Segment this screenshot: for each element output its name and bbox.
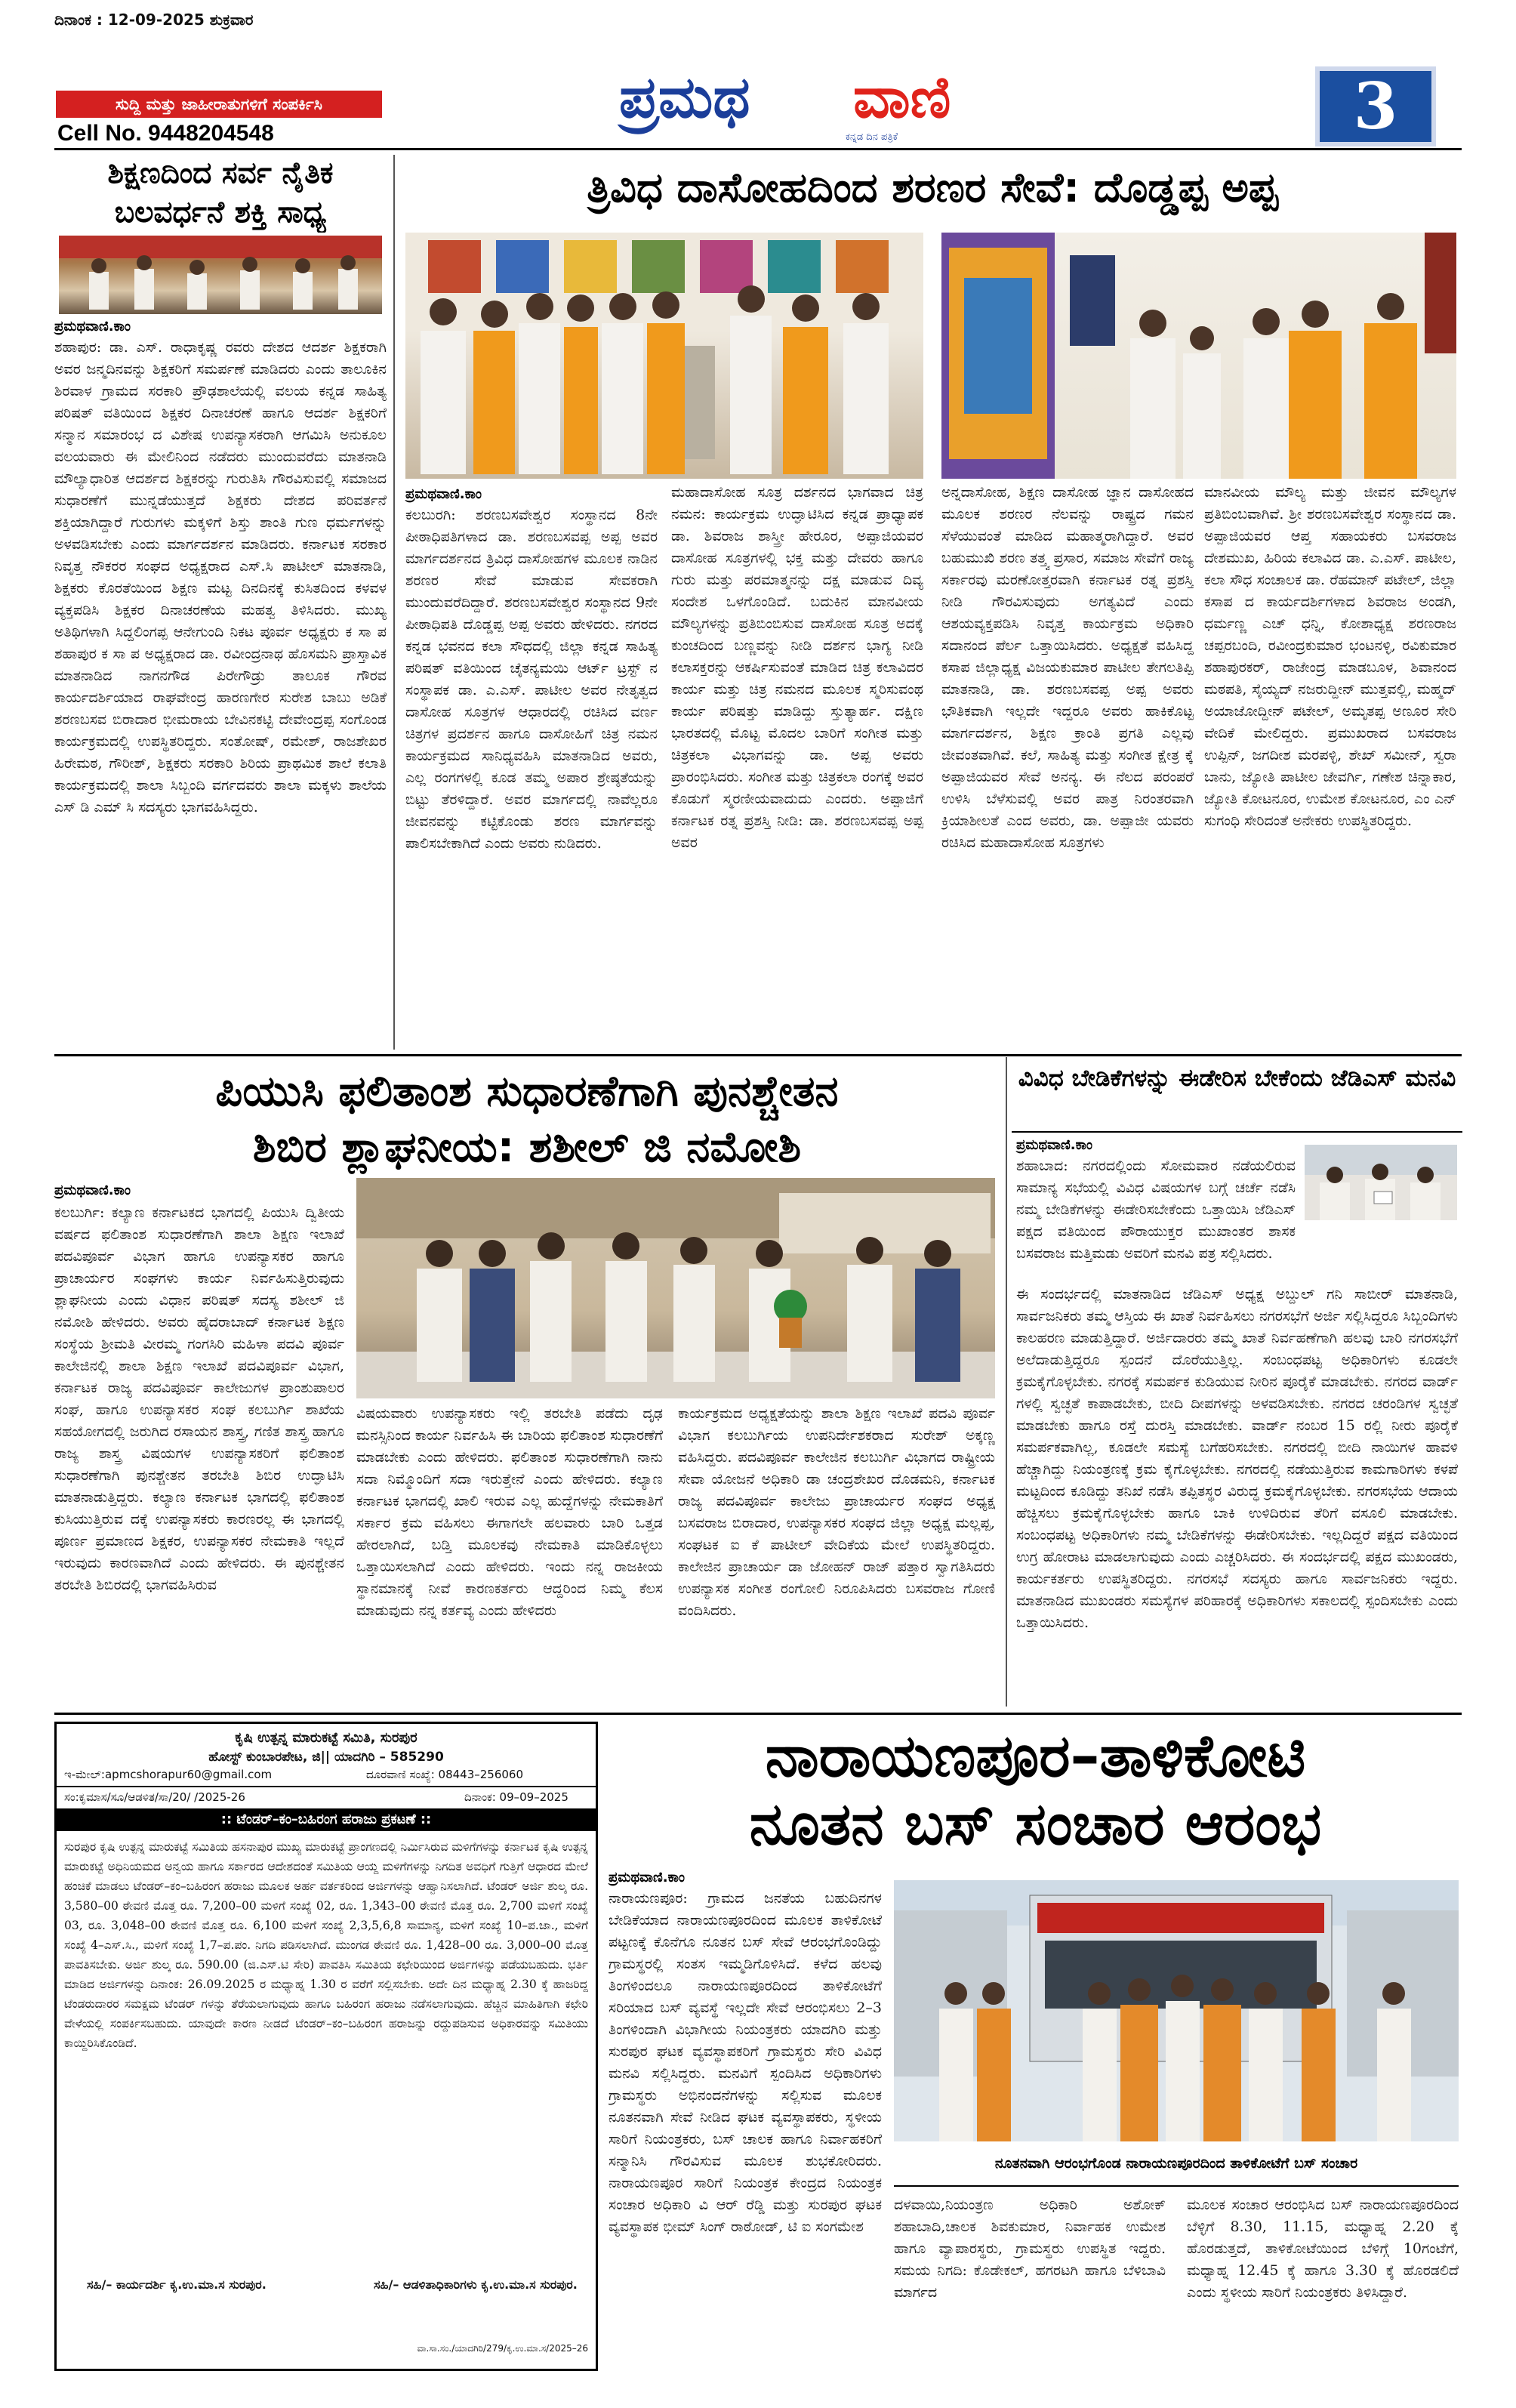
story1-body: ಶಹಾಪುರ: ಡಾ. ಎಸ್. ರಾಧಾಕೃಷ್ಣ ರವರು ದೇಶದ ಆದರ್ಶ ಶಿಕ್ಷಕರಾಗಿ ಅವರ ಜನ್ಮದಿನವನ್ನು ಶಿಕ್ಷಕರಿಗೆ ಸಮರ್ಪಣೆ ಮಾಡಿದರು ಎಂದು ತಾಲೂಕಿನ ಶಿರವಾಳ ಗ್ರಾಮದ ಸರಕಾರಿ ಪ್ರೌಢಶಾಲೆಯಲ್ಲಿ ವಲಯ ಕನ್ನಡ ಸಾಹಿತ್ಯ ಪರಿಷತ್ ವತಿಯಿಂದ ಶಿಕ್ಷಕರ ದಿನಾಚರಣೆ ಹಾಗೂ ಆದರ್ಶ ಶಿಕ್ಷಕರಿಗೆ ಸನ್ಮಾನ ಸಮಾರಂಭ ದ ವಿಶೇಷ ಉಪನ್ಯಾಸಕರಾಗಿ ಆಗಮಿಸಿ ಅನುಕೂಲ ವಲಯವಾರು ಈ ಮೇಲಿನಿಂದ ನಡೆದರು ಮುಂದುವರೆದು ಮಾತನಾಡಿ ಮೌಲ್ಯಾಧಾರಿತ ಆದರ್ಶದ ಶಿಕ್ಷಕರನ್ನು ಗುರುತಿಸಿ ಗೌರವಿಸುವಲ್ಲಿ ಸಮಾಜದ ಸುಧಾರಣೆಗೆ ಮುನ್ನಡೆಯುತ್ತದೆ ಶಿಕ್ಷಕರು ದೇಶದ ಪರಿವರ್ತನೆ ಶಕ್ತಿಯಾಗಿದ್ದಾರೆ ಗುರುಗಳು ಮಕ್ಕಳಿಗೆ ಶಿಸ್ತು ಶಾಂತಿ ಗುಣ ಧರ್ಮಗಳನ್ನು ಅಳವಡಿಸಬೇಕು ಎಂದು ಮಾರ್ಗದರ್ಶನ ಮಾಡಿದರು. ಕರ್ನಾಟಕ ಸರಕಾರ ನಿವೃತ್ತ ನೌಕರರ ಸಂಘದ ಅಧ್ಯಕ್ಷರಾದ ಎಸ್.ಸಿ ಪಾಟೀಲ್ ಮಾತನಾಡಿ, ಶಿಕ್ಷಕರು ಕೊರತೆಯಿಂದ ಶಿಕ್ಷಣ ಮಟ್ಟ ದಿನದಿನಕ್ಕೆ ಕುಸಿತದಿಂದ ಕಳವಳ ವ್ಯಕ್ತಪಡಿಸಿ ಶಿಕ್ಷಕರ ದಿನಾಚರಣೆಯ ಮಹತ್ವ ತಿಳಿಸಿದರು. ಮುಖ್ಯ ಅತಿಥಿಗಳಾಗಿ ಸಿದ್ದಲಿಂಗಪ್ಪ ಆನೇಗುಂದಿ ನಿಕಟ ಪೂರ್ವ ಅಧ್ಯಕ್ಷರು ಕ ಸಾ ಪ ಶಹಾಪುರ ಕ ಸಾ ಪ ಅಧ್ಯಕ್ಷರಾದ ಡಾ. ರವೀಂದ್ರನಾಥ ಹೊಸಮನಿ ಪ್ರಾಸ್ತಾವಿಕ ಮಾತನಾಡಿದ ನಾಗನಗೌಡ ಪಿರೇಗೌಡ್ರು ತಾಲೂಕ ಗೌರವ ಕಾರ್ಯದರ್ಶಿಯಾದ ರಾಘವೇಂದ್ರ ಹಾರಣಗೇರ ಸುರೇಶ ಬಾಬು ಅಡಿಕೆ ಶರಣಬಸವ ಬಿರಾದಾರ ಭೀಮರಾಯ ಬೇವಿನಕಟ್ಟಿ ದೇವೇಂದ್ರಪ್ಪ ಸಂಗೊಂಡ ಕಾರ್ಯಕ್ರಮದಲ್ಲಿ ಉಪಸ್ಥಿತರಿದ್ದರು. ಸಂತೋಷ್, ರಮೇಶ್, ರಾಜಶೇಖರ ಹಿರೇಮಠ, ಗೌರೀಶ್, ಶಿಕ್ಷಕರು ಸರಕಾರಿ ಶಿರಿಯ ಪ್ರಾಥಮಿಕ ಶಾಲೆ ಕಲಾತಿ ಕಾರ್ಯಕ್ರಮದಲ್ಲಿ ಶಾಲಾ ಸಿಬ್ಬಂದಿ ವರ್ಗದವರು ಶಾಲಾ ಮಕ್ಕಳು ಶಾಲೆಯ ಎಸ್ ಡಿ ಎಮ್ ಸಿ ಸದಸ್ಯರು ಭಾಗವಹಿಸಿದ್ದರು. <box>54 339 387 816</box>
story-puc-camp <box>54 1057 1000 1707</box>
cell-number: Cell No. 9448204548 <box>57 121 274 146</box>
story4-headline-rule <box>1012 1131 1462 1133</box>
story5-caption-rule <box>894 2185 1459 2187</box>
story2-headline: ತ್ರಿವಿಧ ದಾಸೋಹದಿಂದ ಶರಣರ ಸೇವೆ: ದೊಡ್ಡಪ್ಪ ಅಪ್ಪ <box>587 164 1278 211</box>
story2-col2: ಮಹಾದಾಸೋಹ ಸೂತ್ರ ದರ್ಶನದ ಭಾಗವಾದ ಚಿತ್ರ ನಮನ: ಕಾರ್ಯಕ್ರಮ ಉದ್ಘಾಟಿಸಿದ ಕನ್ನಡ ಪ್ರಾಧ್ಯಾಪಕ ಡಾ. ಶಿವರಾಜ ಶಾಸ್ತ್ರೀ ಹೇರೂರ, ಅಪ್ಪಾಜಿಯವರ ದಾಸೋಹ ಸೂತ್ರಗಳಲ್ಲಿ ಭಕ್ತ ಮತ್ತು ದೇವರು ಹಾಗೂ ಗುರು ಮತ್ತು ಪರಮಾತ್ಮನನ್ನು ದಕ್ಷ ಮಾಡುವ ದಿವ್ಯ ಸಂದೇಶ ಒಳಗೊಂಡಿದೆ. ಬದುಕಿನ ಮಾನವೀಯ ಮೌಲ್ಯಗಳನ್ನು ಪ್ರತಿಬಿಂಬಿಸುವ ದಾಸೋಹ ಸೂತ್ರ ಅದಕ್ಕೆ ಕುಂಚದಿಂದ ಬಣ್ಣವನ್ನು ನೀಡಿ ದರ್ಶನ ಭಾಗ್ಯ ನೀಡಿ ಕಲಾಸಕ್ತರನ್ನು ಆಕರ್ಷಿಸುವಂತೆ ಮಾಡಿದ ಚಿತ್ರ ಕಲಾವಿದರ ಕಾರ್ಯ ಮತ್ತು ಚಿತ್ರ ನಮನದ ಮೂಲಕ ಸ್ಮರಿಸುವಂಥ ಕಾರ್ಯ ಪರಿಷತ್ತು ಮಾಡಿದ್ದು ಸ್ತುತ್ಯಾರ್ಹ. ದಕ್ಷಿಣ ಭಾರತದಲ್ಲಿ ಮೊಟ್ಟ ಮೊದಲ ಬಾರಿಗೆ ಸಂಗೀತ ಮತ್ತು ಚಿತ್ರಕಲಾ ವಿಭಾಗವನ್ನು ಡಾ. ಅಪ್ಪ ಅವರು ಪ್ರಾರಂಭಿಸಿದರು. ಸಂಗೀತ ಮತ್ತು ಚಿತ್ರಕಲಾ ರಂಗಕ್ಕೆ ಅವರ ಕೊಡುಗೆ ಸ್ಮರಣೀಯವಾದುದು ಎಂದರು. ಅಪ್ಪಾಜಿಗೆ ಕರ್ನಾಟಕ ರತ್ನ ಪ್ರಶಸ್ತಿ ನೀಡಿ: ಡಾ. ಶರಣಬಸವಪ್ಪ ಅಪ್ಪ ಅವರ <box>671 484 923 851</box>
notice-title: :: ಟೆಂಡರ್–ಕಂ–ಬಹಿರಂಗ ಹರಾಜು ಪ್ರಕಟಣೆ :: <box>57 1808 596 1831</box>
story4-body: ಈ ಸಂದರ್ಭದಲ್ಲಿ ಮಾತನಾಡಿದ ಜೆಡಿಎಸ್ ಅಧ್ಯಕ್ಷ ಅಬ್ದುಲ್ ಗನಿ ಸಾಬೀರ್ ಮಾತನಾಡಿ, ಸಾರ್ವಜನಿಕರು ತಮ್ಮ ಆಸ್ತಿಯ ಈ ಖಾತೆ ನಿರ್ವಹಿಸಲು ನಗರಸಭೆಗೆ ಅರ್ಜಿ ಸಲ್ಲಿಸಿದ್ದರೂ ಸಿಬ್ಬಂದಿಗಳು ಕಾಲಹರಣ ಮಾಡುತ್ತಿದ್ದಾರೆ. ಅರ್ಜಿದಾರರು ತಮ್ಮ ಖಾತೆ ನಿರ್ವಹಣೆಗಾಗಿ ಹಲವು ಬಾರಿ ನಗರಸಭೆಗೆ ಅಲೆದಾಡುತ್ತಿದ್ದರೂ ಸ್ಪಂದನೆ ದೊರೆಯುತ್ತಿಲ್ಲ. ಸಂಬಂಧಪಟ್ಟ ಅಧಿಕಾರಿಗಳು ಕೂಡಲೇ ಕ್ರಮಕೈಗೊಳ್ಳಬೇಕು. ನಗರಕ್ಕೆ ಸಮರ್ಪಕ ಕುಡಿಯುವ ನೀರಿನ ಪೂರೈಕೆ ಮಾಡಬೇಕು. ನಗರದ ವಾರ್ಡ್ ಗಳಲ್ಲಿ ಸ್ವಚ್ಛತೆ ಕಾಪಾಡಬೇಕು, ಬೀದಿ ದೀಪಗಳನ್ನು ಅಳವಡಿಸಬೇಕು. ನಗರದ ಚರಂಡಿಗಳ ಸ್ವಚ್ಛತೆ ಮಾಡಬೇಕು ಹಾಗೂ ರಸ್ತೆ ದುರಸ್ತಿ ಮಾಡಬೇಕು. ವಾರ್ಡ್ ನಂಬರ 15 ರಲ್ಲಿ ನೀರು ಪೂರೈಕೆ ಸಮರ್ಪಕವಾಗಿಲ್ಲ, ಕೂಡಲೇ ಸಮಸ್ಯೆ ಬಗೆಹರಿಸಬೇಕು. ನಗರದಲ್ಲಿ ಬೀದಿ ನಾಯಿಗಳ ಹಾವಳಿ ಹೆಚ್ಚಾಗಿದ್ದು ನಿಯಂತ್ರಣಕ್ಕೆ ಕ್ರಮ ಕೈಗೊಳ್ಳಬೇಕು. ನಗರದಲ್ಲಿ ನಡೆಯುತ್ತಿರುವ ಕಾಮಗಾರಿಗಳು ಕಳಪೆ ಮಟ್ಟದಿಂದ ಕೂಡಿದ್ದು ತನಿಖೆ ನಡೆಸಿ ತಪ್ಪಿತಸ್ಥರ ವಿರುದ್ಧ ಕ್ರಮಕೈಗೊಳ್ಳಬೇಕು. ನಗರಸಭೆಯ ಆದಾಯ ಹೆಚ್ಚಿಸಲು ಕ್ರಮಕೈಗೊಳ್ಳಬೇಕು ಹಾಗೂ ಬಾಕಿ ಉಳಿದಿರುವ ತೆರಿಗೆ ವಸೂಲಿ ಮಾಡಬೇಕು. ಸಂಬಂಧಪಟ್ಟ ಅಧಿಕಾರಿಗಳು ನಮ್ಮ ಬೇಡಿಕೆಗಳನ್ನು ಈಡೇರಿಸಬೇಕು. ಇಲ್ಲದಿದ್ದರೆ ಪಕ್ಷದ ವತಿಯಿಂದ ಉಗ್ರ ಹೋರಾಟ ಮಾಡಲಾಗುವುದು ಎಂದು ಎಚ್ಚರಿಸಿದರು. ಈ ಸಂದರ್ಭದಲ್ಲಿ ಪಕ್ಷದ ಮುಖಂಡರು, ಕಾರ್ಯಕರ್ತರು ಉಪಸ್ಥಿತರಿದ್ದರು. ನಗರಸಭೆ ಸದಸ್ಯರು ಹಾಗೂ ಸಾರ್ವಜನಿಕರು ಇದ್ದರು. ಮಾತನಾಡಿದ ಮುಖಂಡರು ಸಮಸ್ಯೆಗಳ ಪರಿಹಾರಕ್ಕೆ ಅಧಿಕಾರಿಗಳು ಸಕಾಲದಲ್ಲಿ ಸ್ಪಂದಿಸಬೇಕು ಎಂದು ಒತ್ತಾಯಿಸಿದರು. <box>1016 1286 1458 1631</box>
column-rule-2 <box>1006 1057 1007 1707</box>
story2-col4: ಮಾನವೀಯ ಮೌಲ್ಯ ಮತ್ತು ಜೀವನ ಮೌಲ್ಯಗಳ ಪ್ರತಿಬಿಂಬವಾಗಿವೆ. ಶ್ರೀ ಶರಣಬಸವೇಶ್ವರ ಸಂಸ್ಥಾನದ ಡಾ. ಅಪ್ಪಾಜಿಯವರ ಆಪ್ತ ಸಹಾಯಕರು ಬಸವರಾಜ ದೇಶಮುಖ, ಹಿರಿಯ ಕಲಾವಿದ ಡಾ. ಎ.ಎಸ್. ಪಾಟೀಲ, ಕಲಾ ಸೌಧ ಸಂಚಾಲಕ ಡಾ. ರೆಹಮಾನ್ ಪಟೇಲ್, ಜಿಲ್ಲಾ ಕಸಾಪ ದ ಕಾರ್ಯದರ್ಶಿಗಳಾದ ಶಿವರಾಜ ಅಂಡಗಿ, ಧರ್ಮಣ್ಣ ಎಚ್ ಧನ್ನಿ, ಕೋಶಾಧ್ಯಕ್ಷ ಶರಣರಾಜ ಚಪ್ಪರಬಂದಿ, ರವೀಂದ್ರಕುಮಾರ ಭಂಟನಳ್ಳಿ, ರವಿಕುಮಾರ ಶಹಾಪುರಕರ್, ರಾಜೇಂದ್ರ ಮಾಡಬೂಳ, ಶಿವಾನಂದ ಮಠಪತಿ, ಸೈಯ್ಯದ್ ನಜರುದ್ದೀನ್ ಮುತ್ತವಲ್ಲಿ, ಮಹ್ಮದ್ ಅಯಾಜೋದ್ದೀನ್ ಪಟೇಲ್, ಅಮೃತಪ್ಪ ಅಣೂರ ಸೇರಿ ವೇದಿಕೆ ಮೇಲಿದ್ದರು. ಪ್ರಮುಖರಾದ ಬಸವರಾಜ ಉಪ್ಪಿನ್, ಜಗದೀಶ ಮರಪಳ್ಳಿ, ಶೇಖ್ ಸಮೀನ್, ಸ್ವರಾ ಬಾನು, ಜ್ಯೋತಿ ಪಾಟೀಲ ಜೇವರ್ಗಿ, ಗಣೇಶ ಚಿನ್ನಾಕಾರ, ಜ್ಯೋತಿ ಕೋಟನೂರ, ಉಮೇಶ ಕೋಟನೂರ, ಎಂ ಎನ್ ಸುಗಂಧಿ ಸೇರಿದಂತೆ ಅನೇಕರು ಉಪಸ್ಥಿತರಿದ್ದರು. <box>1204 484 1456 829</box>
logo-part-1: ಪ್ರಮಥ <box>619 63 750 131</box>
notice-sign-right: ಸಹಿ/– ಆಡಳಿತಾಧಿಕಾರಿಗಳು ಕೃ.ಉ.ಮಾ.ಸ ಸುರಪುರ. <box>374 2277 578 2292</box>
notice-address: ಹೋಸ್ಟ್ ಕುಂಬಾರಪೇಟ, ಜಿ|| ಯಾದಗಿರಿ – 585290 <box>208 1750 444 1765</box>
contact-banner: ಸುದ್ದಿ ಮತ್ತು ಜಾಹೀರಾತುಗಳಿಗೆ ಸಂಪರ್ಕಿಸಿ <box>56 91 382 118</box>
story2-photo-right-scene <box>941 233 1456 479</box>
story5-photo <box>894 1880 1459 2141</box>
story-dasoha <box>402 151 1462 1053</box>
story-bus-service <box>609 1719 1462 2383</box>
story5-photo-caption: ನೂತನವಾಗಿ ಆರಂಭಗೊಂಡ ನಾರಾಯಣಪೂರದಿಂದ ತಾಳಿಕೋಟೆಗೆ ಬಸ್ ಸಂಚಾರ <box>994 2155 1358 2172</box>
story2-photo-left <box>405 233 923 479</box>
section-rule-1 <box>54 1054 1462 1056</box>
story3-photo <box>356 1178 995 1398</box>
notice-ref-number: ಸಂ:ಕೃಮಾಸ/ಸೂ/ಆಡಳಿತ/ಸಾ/20/ /2025-26 <box>64 1790 245 1804</box>
logo-tagline: ಕನ್ನಡ ದಿನ ಪತ್ರಿಕೆ <box>846 131 898 143</box>
story1-byline: ಪ್ರಮಥವಾಣಿ.ಕಾಂ <box>54 319 131 335</box>
notice-email: ಇ-ಮೇಲ್:apmcshorapur60@gmail.com <box>64 1768 273 1781</box>
date-line: ದಿನಾಂಕ : 12-09-2025 ಶುಕ್ರವಾರ <box>54 11 254 29</box>
story1-photo <box>59 236 382 314</box>
story4-photo-scene <box>1305 1145 1457 1220</box>
story4-intro: ಶಹಾಬಾದ: ನಗರದಲ್ಲಿಂದು ಸೋಮವಾರ ನಡೆಯಲಿರುವ ಸಾಮಾನ್ಯ ಸಭೆಯಲ್ಲಿ ವಿವಿಧ ವಿಷಯಗಳ ಬಗ್ಗೆ ಚರ್ಚೆ ನಡೆಸಿ ನಮ್ಮ ಬೇಡಿಕೆಗಳನ್ನು ಈಡೇರಿಸಬೇಕೆಂದು ಒತ್ತಾಯಿಸಿ ಜೆಡಿಎಸ್ ಪಕ್ಷದ ವತಿಯಿಂದ ಪೌರಾಯುಕ್ತರ ಮುಖಾಂತರ ಶಾಸಕ ಬಸವರಾಜ ಮತ್ತಿಮಡು ಅವರಿಗೆ ಮನವಿ ಪತ್ರ ಸಲ್ಲಿಸಿದರು. <box>1016 1158 1296 1262</box>
story4-photo <box>1305 1145 1457 1220</box>
story3-headline-line2: ಶಿಬಿರ ಶ್ಲಾಘನೀಯ: ಶಶೀಲ್ ಜಿ ನಮೋಶಿ <box>252 1123 802 1172</box>
notice-rule-1 <box>57 1786 596 1787</box>
story3-headline-line1: ಪಿಯುಸಿ ಫಲಿತಾಂಶ ಸುಧಾರಣೆಗಾಗಿ ಪುನಶ್ಚೇತನ <box>215 1067 839 1116</box>
story4-byline: ಪ್ರಮಥವಾಣಿ.ಕಾಂ <box>1016 1137 1092 1153</box>
story2-col3: ಅನ್ನದಾಸೋಹ, ಶಿಕ್ಷಣ ದಾಸೋಹ ಜ್ಞಾನ ದಾಸೋಹದ ಮೂಲಕ ಶರಣರ ನೆಲವನ್ನು ರಾಷ್ಟ್ರದ ಗಮನ ಸೆಳೆಯುವಂತೆ ಮಾಡಿದ ಮಹಾತ್ಮರಾಗಿದ್ದಾರೆ. ಅವರ ಬಹುಮುಖಿ ಶರಣ ತತ್ತ್ವ ಪ್ರಸಾರ, ಸಮಾಜ ಸೇವೆಗೆ ರಾಜ್ಯ ಸರ್ಕಾರವು ಮರಣೋತ್ತರವಾಗಿ ಕರ್ನಾಟಕ ರತ್ನ ಪ್ರಶಸ್ತಿ ನೀಡಿ ಗೌರವಿಸುವುದು ಅಗತ್ಯವಿದೆ ಎಂದು ಆಶಯವ್ಯಕ್ತಪಡಿಸಿ ನಿವೃತ್ತ ಕಾರ್ಯಕ್ರಮ ಅಧಿಕಾರಿ ಸದಾನಂದ ಪೆರ್ಲ ಒತ್ತಾಯಿಸಿದರು. ಅಧ್ಯಕ್ಷತೆ ವಹಿಸಿದ್ದ ಕಸಾಪ ಜಿಲ್ಲಾಧ್ಯಕ್ಷ ವಿಜಯಕುಮಾರ ಪಾಟೀಲ ತೇಗಲತಿಪ್ಪಿ ಮಾತನಾಡಿ, ಡಾ. ಶರಣಬಸವಪ್ಪ ಅಪ್ಪ ಅವರು ಭೌತಿಕವಾಗಿ ಇಲ್ಲದೇ ಇದ್ದರೂ ಅವರು ಹಾಕಿಕೊಟ್ಟ ಮಾರ್ಗದರ್ಶನ, ಶಿಕ್ಷಣ ಕ್ರಾಂತಿ ಪ್ರಗತಿ ಎಲ್ಲವು ಜೀವಂತವಾಗಿವೆ. ಕಲೆ, ಸಾಹಿತ್ಯ ಮತ್ತು ಸಂಗೀತ ಕ್ಷೇತ್ರ ಕ್ಕೆ ಅಪ್ಪಾಜಿಯವರ ಸೇವೆ ಅನನ್ಯ. ಈ ನೆಲದ ಪರಂಪರೆ ಉಳಿಸಿ ಬೆಳೆಸುವಲ್ಲಿ ಅವರ ಪಾತ್ರ ನಿರಂತರವಾಗಿ ಕ್ರಿಯಾಶೀಲತೆ ಎಂದ ಅವರು, ಡಾ. ಅಪ್ಪಾಜೀ ಯವರು ರಚಿಸಿದ ಮಹಾದಾಸೋಹ ಸೂತ್ರಗಳು <box>941 484 1194 851</box>
story5-col2: ದಳವಾಯಿ,ನಿಯಂತ್ರಣ ಅಧಿಕಾರಿ ಅಶೋಕ್ ಶಹಾಬಾದಿ,ಚಾಲಕ ಶಿವಕುಮಾರ, ನಿರ್ವಾಹಕ ಉಮೇಶ ಹಾಗೂ ವ್ಯಾಪಾರಸ್ಥರು, ಗ್ರಾಮಸ್ಥರು ಉಪಸ್ಥಿತ ಇದ್ದರು. ಸಮಯ ನಿಗದಿ: ಕೊಡೇಕಲ್, ಹಗರಟಗಿ ಹಾಗೂ ಬೆಳಿಬಾವಿ ಮಾರ್ಗದ <box>894 2197 1166 2301</box>
page-number: 3 <box>1353 69 1398 143</box>
masthead-rule <box>54 148 1462 150</box>
story2-photo-left-scene <box>405 233 923 479</box>
section-rule-2 <box>54 1713 1462 1715</box>
story5-headline-line2: ನೂತನ ಬಸ್ ಸಂಚಾರ ಆರಂಭ <box>749 1790 1322 1858</box>
story1-photo-people <box>59 236 382 314</box>
notice-sign-left: ಸಹಿ/– ಕಾರ್ಯದರ್ಶಿ ಕೃ.ಉ.ಮಾ.ಸ ಸುರಪುರ. <box>87 2277 267 2292</box>
masthead <box>0 0 1516 147</box>
story-teachers-day <box>54 151 387 1053</box>
story2-col1: ಕಲಬುರಗಿ: ಶರಣಬಸವೇಶ್ವರ ಸಂಸ್ಥಾನದ 8ನೇ ಪೀಠಾಧಿಪತಿಗಳಾದ ಡಾ. ಶರಣಬಸವಪ್ಪ ಅಪ್ಪ ಅವರ ಮಾರ್ಗದರ್ಶನದ ತ್ರಿವಿಧ ದಾಸೋಹಗಳ ಮೂಲಕ ನಾಡಿನ ಶರಣರ ಸೇವೆ ಮಾಡುವ ಸೇವಕರಾಗಿ ಮುಂದುವರೆದಿದ್ದಾರೆ. ಶರಣಬಸವೇಶ್ವರ ಸಂಸ್ಥಾನದ 9ನೇ ಪೀಠಾಧಿಪತಿ ದೊಡ್ಡಪ್ಪ ಅಪ್ಪ ಅವರು ಹೇಳಿದರು. ನಗರದ ಕನ್ನಡ ಭವನದ ಕಲಾ ಸೌಧದಲ್ಲಿ ಜಿಲ್ಲಾ ಕನ್ನಡ ಸಾಹಿತ್ಯ ಪರಿಷತ್ ವತಿಯಿಂದ ಚೈತನ್ಯಮಯಿ ಆರ್ಟ್ ಟ್ರಸ್ಟ್ ನ ಸಂಸ್ಥಾಪಕ ಡಾ. ಎ.ಎಸ್. ಪಾಟೀಲ ಅವರ ನೇತೃತ್ವದ ದಾಸೋಹ ಸೂತ್ರಗಳ ಆಧಾರದಲ್ಲಿ ರಚಿಸಿದ ವರ್ಣ ಚಿತ್ರಗಳ ಪ್ರದರ್ಶನ ಹಾಗೂ ದಾಸೋಹಿಗೆ ಚಿತ್ರ ನಮನ ಕಾರ್ಯಕ್ರಮದ ಸಾನಿಧ್ಯವಹಿಸಿ ಮಾತನಾಡಿದ ಅವರು, ಎಲ್ಲ ರಂಗಗಳಲ್ಲಿ ಕೂಡ ತಮ್ಮ ಅಪಾರ ಶ್ರೇಷ್ಠತೆಯನ್ನು ಬಿಟ್ಟು ತೆರಳಿದ್ದಾರೆ. ಅವರ ಮಾರ್ಗದಲ್ಲಿ ನಾವೆಲ್ಲರೂ ಜೀವನವನ್ನು ಕಟ್ಟಿಕೊಂಡು ಶರಣ ಮಾರ್ಗವನ್ನು ಪಾಲಿಸಬೇಕಾಗಿದೆ ಎಂದು ಅವರು ನುಡಿದರು. <box>405 507 658 852</box>
notice-org-name: ಕೃಷಿ ಉತ್ಪನ್ನ ಮಾರುಕಟ್ಟೆ ಸಮಿತಿ, ಸುರಪುರ <box>235 1730 418 1746</box>
story4-headline: ವಿವಿಧ ಬೇಡಿಕೆಗಳನ್ನು ಈಡೇರಿಸ ಬೇಕೆಂದು ಜೆಡಿಎಸ್ ಮನವಿ <box>1018 1065 1456 1092</box>
story5-byline: ಪ್ರಮಥವಾಣಿ.ಕಾಂ <box>609 1870 685 1885</box>
notice-phone: ದೂರವಾಣಿ ಸಂಖ್ಯೆ: 08443–256060 <box>366 1768 524 1781</box>
story3-photo-scene <box>356 1178 995 1398</box>
notice-footer-ref: ವಾ.ಸಾ.ಸಂ./ಯಾದಗಿರಿ/279/ಕೃ.ಉ.ಮಾ.ಸ/2025–26 <box>417 2343 588 2354</box>
notice-body: ಸುರಪುರ ಕೃಷಿ ಉತ್ಪನ್ನ ಮಾರುಕಟ್ಟೆ ಸಮಿತಿಯ ಹಸನಾಪುರ ಮುಖ್ಯ ಮಾರುಕಟ್ಟೆ ಪ್ರಾಂಗಣದಲ್ಲಿ ನಿರ್ಮಿಸಿರುವ ಮಳಿಗೆಗಳನ್ನು ಕರ್ನಾಟಕ ಕೃಷಿ ಉತ್ಪನ್ನ ಮಾರುಕಟ್ಟೆ ಅಧಿನಿಯಮದ ಅನ್ವಯ ಹಾಗೂ ಸರ್ಕಾರದ ಆದೇಶದಂತೆ ಸಮಿತಿಯ ಆಯ್ದ ಮಳಿಗೆಗಳನ್ನು ನಿಗದಿತ ಅವಧಿಗೆ ಗುತ್ತಿಗೆ ಆಧಾರದ ಮೇಲೆ ಹಂಚಿಕೆ ಮಾಡಲು ಟೆಂಡರ್–ಕಂ–ಬಹಿರಂಗ ಹರಾಜು ಮೂಲಕ ಅರ್ಹ ವರ್ತಕರಿಂದ ಅರ್ಜಿಗಳನ್ನು ಆಹ್ವಾನಿಸಲಾಗಿದೆ. ಟೆಂಡರ್ ಅರ್ಜಿ ಶುಲ್ಕ ರೂ. 3,580–00 ಠೇವಣಿ ಮೊತ್ತ ರೂ. 7,200–00 ಮಳಿಗೆ ಸಂಖ್ಯೆ 02, ರೂ. 1,343–00 ಠೇವಣಿ ಮೊತ್ತ ರೂ. 2,700 ಮಳಿಗೆ ಸಂಖ್ಯೆ 03, ರೂ. 3,048–00 ಠೇವಣಿ ಮೊತ್ತ ರೂ. 6,100 ಮಳಿಗೆ ಸಂಖ್ಯೆ 2,3,5,6,8 ಸಾಮಾನ್ಯ, ಮಳಿಗೆ ಸಂಖ್ಯೆ 10–ಪ.ಜಾ., ಮಳಿಗೆ ಸಂಖ್ಯೆ 4–ಎಸ್.ಸಿ., ಮಳಿಗೆ ಸಂಖ್ಯೆ 1,7–ಪ.ಪಂ. ನಿಗದಿ ಪಡಿಸಲಾಗಿದೆ. ಮುಂಗಡ ಠೇವಣಿ ರೂ. 1,428–00 ರೂ. 3,000–00 ಮೊತ್ತ ಪಾವತಿಸಬೇಕು. ಅರ್ಜಿ ಶುಲ್ಕ ರೂ. 590.00 (ಜಿ.ಎಸ್.ಟಿ ಸೇರಿ) ಪಾವತಿಸಿ ಸಮಿತಿಯ ಕಛೇರಿಯಿಂದ ಅರ್ಜಿಗಳನ್ನು ಪಡೆಯಬಹುದು. ಭರ್ತಿ ಮಾಡಿದ ಅರ್ಜಿಗಳನ್ನು ದಿನಾಂಕ: 26.09.2025 ರ ಮಧ್ಯಾಹ್ನ 1.30 ರ ವರೆಗೆ ಸಲ್ಲಿಸಬೇಕು. ಅದೇ ದಿನ ಮಧ್ಯಾಹ್ನ 2.30 ಕ್ಕೆ ಹಾಜರಿದ್ದ ಟೆಂಡರುದಾರರ ಸಮಕ್ಷಮ ಟೆಂಡರ್ ಗಳನ್ನು ತೆರೆಯಲಾಗುವುದು ಹಾಗೂ ಬಹಿರಂಗ ಹರಾಜು ನಡೆಸಲಾಗುವುದು. ಹೆಚ್ಚಿನ ಮಾಹಿತಿಗಾಗಿ ಕಛೇರಿ ವೇಳೆಯಲ್ಲಿ ಸಂಪರ್ಕಿಸಬಹುದು. ಯಾವುದೇ ಕಾರಣ ನೀಡದೆ ಟೆಂಡರ್–ಕಂ–ಬಹಿರಂಗ ಹರಾಜನ್ನು ರದ್ದುಪಡಿಸುವ ಅಧಿಕಾರವನ್ನು ಸಮಿತಿಯು ಕಾಯ್ದಿರಿಸಿಕೊಂಡಿದೆ. <box>64 1840 588 2050</box>
story3-col3: ಕಾರ್ಯಕ್ರಮದ ಅಧ್ಯಕ್ಷತೆಯನ್ನು ಶಾಲಾ ಶಿಕ್ಷಣ ಇಲಾಖೆ ಪದವಿ ಪೂರ್ವ ವಿಭಾಗ ಕಲಬುರ್ಗಿಯ ಉಪನಿರ್ದೇಶಕರಾದ ಸುರೇಶ್ ಅಕ್ಕಣ್ಣ ವಹಿಸಿದ್ದರು. ಪದವಿಪೂರ್ವ ಕಾಲೇಜಿನ ಕಲಬುರ್ಗಿ ವಿಭಾಗದ ರಾಷ್ಟ್ರೀಯ ಸೇವಾ ಯೋಜನೆ ಅಧಿಕಾರಿ ಡಾ ಚಂದ್ರಶೇಖರ ದೊಡಮನಿ, ಕರ್ನಾಟಕ ರಾಜ್ಯ ಪದವಿಪೂರ್ವ ಕಾಲೇಜು ಪ್ರಾಚಾರ್ಯರ ಸಂಘದ ಅಧ್ಯಕ್ಷ ಬಸವರಾಜ ಬಿರಾದಾರ, ಉಪನ್ಯಾಸಕರ ಸಂಘದ ಜಿಲ್ಲಾ ಅಧ್ಯಕ್ಷ ಮಲ್ಲಪ್ಪ, ಸಂಘಟಕ ಐ ಕೆ ಪಾಟೀಲ್ ವೇದಿಕೆಯ ಮೇಲೆ ಉಪಸ್ಥಿತರಿದ್ದರು. ಕಾಲೇಜಿನ ಪ್ರಾಚಾರ್ಯ ಡಾ ಜೋಹನ್ ರಾಜ್ ಪತ್ತಾರ ಸ್ವಾಗತಿಸಿದರು ಉಪನ್ಯಾಸಕ ಸಂಗೀತ ರಂಗೋಲಿ ನಿರೂಪಿಸಿದರು ಬಸವರಾಜ ಗೋಣಿ ವಂದಿಸಿದರು. <box>678 1405 995 1619</box>
logo-part-2: ವಾಣಿ <box>853 63 951 131</box>
notice-date: ದಿನಾಂಕ: 09–09–2025 <box>464 1790 568 1804</box>
story1-headline: ಶಿಕ್ಷಣದಿಂದ ಸರ್ವ ನೈತಿಕ ಬಲವರ್ಧನೆ ಶಕ್ತಿ ಸಾಧ್ಯ <box>107 156 334 230</box>
story-jds-memo <box>1012 1057 1462 1707</box>
masthead-logo <box>619 63 1027 146</box>
story2-byline: ಪ್ರಮಥವಾಣಿ.ಕಾಂ <box>405 486 482 502</box>
page-number-box <box>1315 66 1436 146</box>
column-rule-1 <box>393 155 395 1050</box>
story5-col3: ಮೂಲಕ ಸಂಚಾರ ಆರಂಭಿಸಿದ ಬಸ್ ನಾರಾಯಣಪೂರದಿಂದ ಬೆಳ್ಳಿಗೆ 8.30, 11.15, ಮಧ್ಯಾಹ್ನ 2.20 ಕ್ಕೆ ಹೊರಡುತ್ತದೆ, ತಾಳಿಕೋಟೆಯಿಂದ ಬೆಳಿಗ್ಗೆ 10ಗಂಟೆಗೆ, ಮಧ್ಯಾಹ್ನ 12.45 ಕ್ಕೆ ಹಾಗೂ 3.30 ಕ್ಕೆ ಹೊರಡಲಿದೆ ಎಂದು ಸ್ಥಳೀಯ ಸಾರಿಗೆ ನಿಯಂತ್ರಕರು ತಿಳಿಸಿದ್ದಾರೆ. <box>1187 2197 1459 2301</box>
story2-photo-right <box>941 233 1456 479</box>
story5-photo-scene <box>894 1880 1459 2141</box>
story5-intro: ನಾರಾಯಣಪೂರ: ಗ್ರಾಮದ ಜನತೆಯ ಬಹುದಿನಗಳ ಬೇಡಿಕೆಯಾದ ನಾರಾಯಣಪೂರದಿಂದ ಮೂಲಕ ತಾಳಿಕೋಟೆ ಪಟ್ಟಣಕ್ಕೆ ಕೊನೆಗೂ ನೂತನ ಬಸ್ ಸೇವೆ ಆರಂಭಗೊಂಡಿದ್ದು ಗ್ರಾಮಸ್ಥರಲ್ಲಿ ಸಂತಸ ಇಮ್ಮಡಿಗೊಳಿಸಿದೆ. ಕಳೆದ ಹಲವು ತಿಂಗಳಿಂದಲೂ ನಾರಾಯಣಪೂರದಿಂದ ತಾಳಿಕೋಟೆಗೆ ಸರಿಯಾದ ಬಸ್ ವ್ಯವಸ್ಥೆ ಇಲ್ಲದೇ ಸೇವೆ ಆರಂಭಿಸಲು 2–3 ತಿಂಗಳಿಂದಾಗಿ ವಿಭಾಗೀಯ ನಿಯಂತ್ರಕರು ಯಾದಗಿರಿ ಮತ್ತು ಸುರಪುರ ಘಟಕ ವ್ಯವಸ್ಥಾಪಕರಿಗೆ ಗ್ರಾಮಸ್ಥರು ಸೇರಿ ವಿವಿಧ ಮನವಿ ಸಲ್ಲಿಸಿದ್ದರು. ಮನವಿಗೆ ಸ್ಪಂದಿಸಿದ ಅಧಿಕಾರಿಗಳು ಗ್ರಾಮಸ್ಥರು ಅಭಿನಂದನೆಗಳನ್ನು ಸಲ್ಲಿಸುವ ಮೂಲಕ ನೂತನವಾಗಿ ಸೇವೆ ನೀಡಿದ ಘಟಕ ವ್ಯವಸ್ಥಾಪಕರು, ಸ್ಥಳೀಯ ಸಾರಿಗೆ ನಿಯಂತ್ರಕರು, ಬಸ್ ಚಾಲಕ ಹಾಗೂ ನಿರ್ವಾಹಕರಿಗೆ ಸನ್ಮಾನಿಸಿ ಗೌರವಿಸುವ ಮೂಲಕ ಶುಭಕೋರಿದರು. ನಾರಾಯಣಪೂರ ಸಾರಿಗೆ ನಿಯಂತ್ರಕ ಕೇಂದ್ರದ ನಿಯಂತ್ರಕ ಸಂಚಾರ ಅಧಿಕಾರಿ ವಿ ಆರ್ ರೆಡ್ಡಿ ಮತ್ತು ಸುರಪುರ ಘಟಕ ವ್ಯವಸ್ಥಾಪಕ ಭೀಮ್ ಸಿಂಗ್ ರಾಠೋಡ್, ಟಿ ಐ ಸಂಗಮೇಶ <box>609 1890 882 2235</box>
story3-byline: ಪ್ರಮಥವಾಣಿ.ಕಾಂ <box>54 1182 131 1198</box>
story3-col1: ಕಲಬುರ್ಗಿ: ಕಲ್ಯಾಣ ಕರ್ನಾಟಕದ ಭಾಗದಲ್ಲಿ ಪಿಯುಸಿ ದ್ವಿತೀಯ ವರ್ಷದ ಫಲಿತಾಂಶ ಸುಧಾರಣೆಗಾಗಿ ಶಾಲಾ ಶಿಕ್ಷಣ ಇಲಾಖೆ ಪದವಿಪೂರ್ವ ವಿಭಾಗ ಹಾಗೂ ಉಪನ್ಯಾಸಕರ ಹಾಗೂ ಪ್ರಾಚಾರ್ಯರ ಸಂಘಗಳು ಕಾರ್ಯ ನಿರ್ವಹಿಸುತ್ತಿರುವುದು ಶ್ಲಾಘನೀಯ ಎಂದು ವಿಧಾನ ಪರಿಷತ್ ಸದಸ್ಯ ಶಶೀಲ್ ಜಿ ನಮೋಶಿ ಹೇಳಿದರು. ಅವರು ಹೈದರಾಬಾದ್ ಕರ್ನಾಟಕ ಶಿಕ್ಷಣ ಸಂಸ್ಥೆಯ ಶ್ರೀಮತಿ ವೀರಮ್ಮ ಗಂಗಸಿರಿ ಮಹಿಳಾ ಪದವಿ ಪೂರ್ವ ಕಾಲೇಜಿನಲ್ಲಿ ಶಾಲಾ ಶಿಕ್ಷಣ ಇಲಾಖೆ ಪದವಿಪೂರ್ವ ವಿಭಾಗ, ಕರ್ನಾಟಕ ರಾಜ್ಯ ಪದವಿಪೂರ್ವ ಕಾಲೇಜುಗಳ ಪ್ರಾಂಶುಪಾಲರ ಸಂಘ, ಹಾಗೂ ಉಪನ್ಯಾಸಕರ ಸಂಘ ಕಲಬುರ್ಗಿ ಶಾಖೆಯ ಸಹಯೋಗದಲ್ಲಿ ಜರುಗಿದ ರಸಾಯನ ಶಾಸ್ತ್ರ, ಗಣಿತ ಶಾಸ್ತ್ರ ಹಾಗೂ ರಾಜ್ಯ ಶಾಸ್ತ್ರ ವಿಷಯಗಳ ಉಪನ್ಯಾಸಕರಿಗೆ ಫಲಿತಾಂಶ ಸುಧಾರಣೆಗಾಗಿ ಪುನಶ್ಚೇತನ ತರಬೇತಿ ಶಿಬಿರ ಉದ್ಘಾಟಿಸಿ ಮಾತನಾಡುತ್ತಿದ್ದರು. ಕಲ್ಯಾಣ ಕರ್ನಾಟಕ ಭಾಗದಲ್ಲಿ ಫಲಿತಾಂಶ ಕುಸಿಯುತ್ತಿರುವ ದಕ್ಕೆ ಉಪನ್ಯಾಸಕರು ಕಾರಣರಲ್ಲ ಈ ಭಾಗದಲ್ಲಿ ಪೂರ್ಣ ಪ್ರಮಾಣದ ಶಿಕ್ಷಕರ, ಉಪನ್ಯಾಸಕರ ನೇಮಕಾತಿ ಇಲ್ಲದೆ ಇರುವುದು ಕಾರಣವಾಗಿದೆ ಎಂದು ಹೇಳಿದರು. ಈ ಪುನಶ್ಚೇತನ ತರಬೇತಿ ಶಿಬಿರದಲ್ಲಿ ಭಾಗವಹಿಸಿರುವ <box>54 1204 344 1593</box>
tender-notice <box>54 1722 598 2371</box>
story3-col2: ವಿಷಯವಾರು ಉಪನ್ಯಾಸಕರು ಇಲ್ಲಿ ತರಬೇತಿ ಪಡೆದು ದೃಢ ಮನಸ್ಸಿನಿಂದ ಕಾರ್ಯ ನಿರ್ವಹಿಸಿ ಈ ಬಾರಿಯ ಫಲಿತಾಂಶ ಸುಧಾರಣೆಗೆ ಮಾಡಬೇಕು ಎಂದು ಹೇಳಿದರು. ಫಲಿತಾಂಶ ಸುಧಾರಣೆಗಾಗಿ ನಾನು ಸದಾ ನಿಮ್ಮೊಂದಿಗೆ ಸದಾ ಇರುತ್ತೇನೆ ಎಂದು ಹೇಳಿದರು. ಕಲ್ಯಾಣ ಕರ್ನಾಟಕ ಭಾಗದಲ್ಲಿ ಖಾಲಿ ಇರುವ ಎಲ್ಲ ಹುದ್ದೆಗಳನ್ನು ನೇಮಕಾತಿಗೆ ಸರ್ಕಾರ ಕ್ರಮ ವಹಿಸಲು ಈಗಾಗಲೇ ಹಲವಾರು ಬಾರಿ ಒತ್ತಡ ಹೇರಲಾಗಿದೆ, ಬಡ್ತಿ ಮೂಲಕವು ನೇಮಕಾತಿ ಮಾಡಿಕೊಳ್ಳಲು ಒತ್ತಾಯಿಸಲಾಗಿದೆ ಎಂದು ಹೇಳಿದರು. ಇಂದು ನನ್ನ ರಾಜಕೀಯ ಸ್ಥಾನಮಾನಕ್ಕೆ ನೀವೆ ಕಾರಣಕರ್ತರು ಆದ್ದರಿಂದ ನಿಮ್ಮ ಕೆಲಸ ಮಾಡುವುದು ನನ್ನ ಕರ್ತವ್ಯ ಎಂದು ಹೇಳಿದರು <box>356 1405 663 1619</box>
story5-headline-line1: ನಾರಾಯಣಪೂರ–ತಾಳಿಕೋಟಿ <box>765 1722 1306 1790</box>
